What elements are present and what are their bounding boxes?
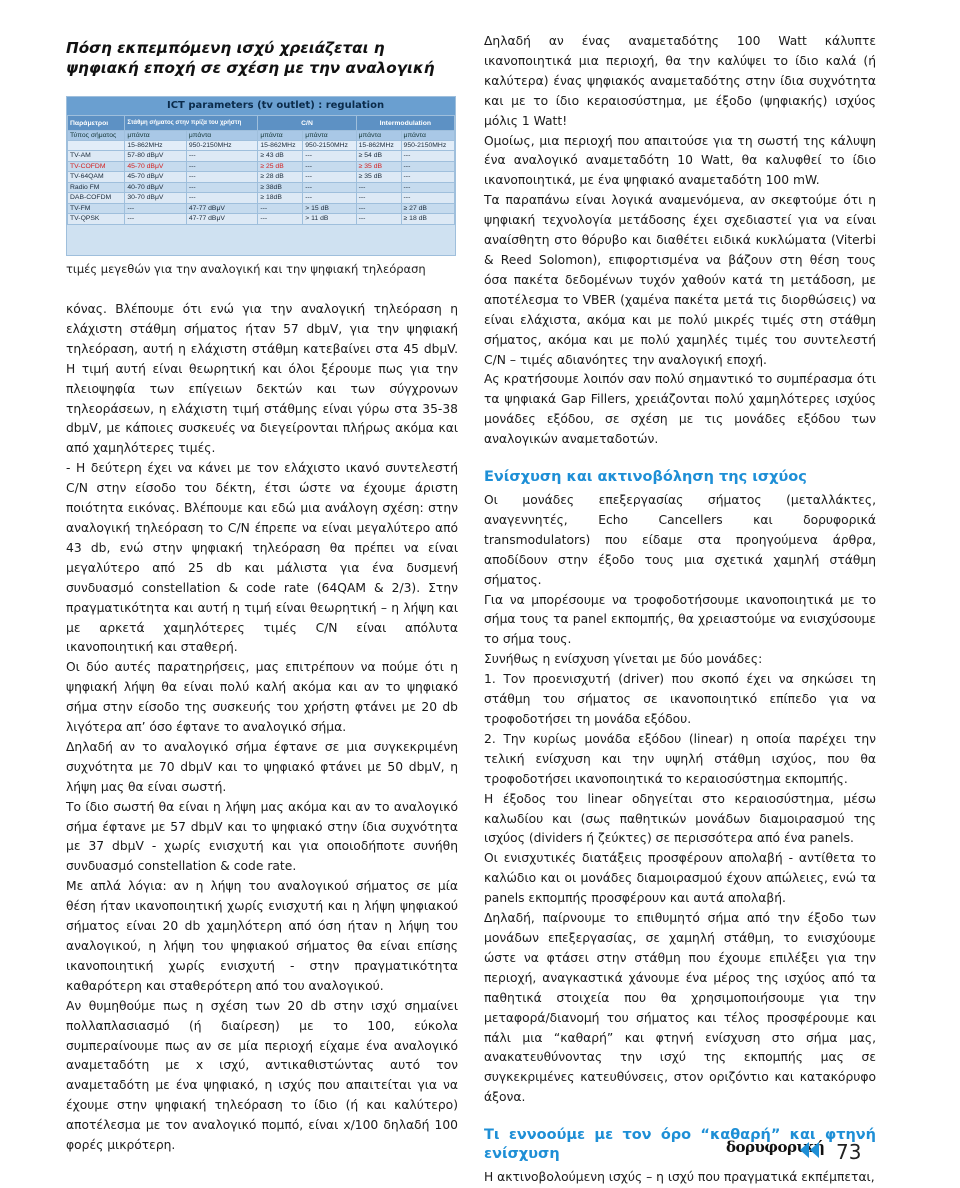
table-band-cell: 15-862MHz (125, 141, 187, 151)
paragraph: Η έξοδος του linear οδηγείται στο κεραιοσύστημα, μέσω καλωδίου και (σως παθητικών μονάδων διαμοιρασμού της ισχύος (dividers ή ζεύκτες) σε περισσότερα από ένα panels. (484, 791, 876, 846)
table-row (68, 214, 455, 225)
paragraph: - Η δεύτερη έχει να κάνει με τον ελάχιστο ικανό συντελεστή C/N στην είσοδο του δέκτη, έτσι ώστε να έχουμε άριστη ποιότητα εικόνας. Βλέπουμε και εδώ μια ανάλογη σχέση: στην αναλογική τηλεόραση το C/N έπρεπε να είναι μεγαλύτερο από 43 db, ενώ στην ψηφιακή τηλεόραση θα πρέπει να είναι μεγαλύτερο από 25 db και μάλιστα για ένα δυσμενή συνδυασμό constellation & code rate (64QAM & 2/3). Στην πραγματικότητα και αυτή η τιμή είναι θεωρητική – η λήψη και με αρκετά χαμηλότερες τιμές C/N είναι απόλυτα ικανοποιητική και σταθερή. (66, 461, 458, 655)
paragraph: Για να μπορέσουμε να τροφοδοτήσουμε ικανοποιητικά με το σήμα τους τα panel εκπομπής, θα χρειαστούμε να ενισχύσουμε το σήμα τους. (484, 592, 876, 647)
table-cell: ≥ 35 dB (356, 172, 401, 183)
table-band-cell: 950-2150MHz (186, 141, 257, 151)
table-cell: > 15 dB (303, 203, 356, 214)
table-cell: 30-70 dBμV (125, 193, 187, 204)
table-cell: --- (258, 214, 303, 225)
table-cell: ≥ 38dB (258, 182, 303, 193)
table-cell: TV-AM (68, 151, 125, 162)
table-cell: --- (401, 172, 454, 183)
paragraph: Ας κρατήσουμε λοιπόν σαν πολύ σημαντικό το συμπέρασμα ότι τα ψηφιακά Gap Fillers, χρειάζονται πολύ χαμηλότερες ισχύος μονάδες εξόδου, σε σχέση με τις μονάδες εξόδου των αναλογικών αναμεταδοτών. (484, 372, 876, 447)
table-cell: --- (356, 203, 401, 214)
ict-parameters-table-figure (66, 96, 456, 256)
table-header-cell: Intermodulation (356, 116, 454, 131)
table-band-row (68, 141, 455, 151)
table-cell: 47-77 dBμV (186, 203, 257, 214)
table-row (68, 151, 455, 162)
table-subheader-cell: μπάντα (303, 131, 356, 141)
paragraph: Οι μονάδες επεξεργασίας σήματος (μεταλλάκτες, αναγεννητές, Echo Cancellers και δορυφορικά transmodulators) που είδαμε στα προηγούμενα άρθρα, αποδίδουν στην έξοδο τους μια σχετικά χαμηλή στάθμη σήματος. (484, 493, 877, 587)
table-cell: --- (356, 182, 401, 193)
table-subheader-cell: μπάντα (401, 131, 454, 141)
table-cell: ≥ 25 dB (258, 161, 303, 172)
table-cell: ≥ 54 dB (356, 151, 401, 162)
table-band-cell (68, 141, 125, 151)
table-cell: --- (258, 203, 303, 214)
table-cell: 45-70 dBμV (125, 172, 187, 183)
section-heading: Τι εννοούμε με τον όρο “καθαρή” και φτηνή ενίσχυση (484, 1127, 876, 1163)
table-band-cell: 950-2150MHz (401, 141, 454, 151)
table-subheader-cell: μπάντα (125, 131, 187, 141)
table-cell: --- (303, 161, 356, 172)
paragraph: Η ακτινοβολούμενη ισχύς – η ισχύ που πραγματικά εκπέμπεται, (484, 1170, 875, 1185)
table-band-cell: 15-862MHz (356, 141, 401, 151)
table-cell: --- (186, 193, 257, 204)
table-subheader-cell: Τύπος σήματος (68, 131, 125, 141)
table-cell: --- (303, 182, 356, 193)
table-row (68, 203, 455, 214)
paragraph: Τα παραπάνω είναι λογικά αναμενόμενα, αν σκεφτούμε ότι η ψηφιακή τεχνολογία μετάδοσης έχει σχεδιαστεί για να είναι αναίσθητη στο θόρυβο και διαθέτει ειδικά κυκλώματα (Viterbi & Reed Solomon), επιφορτισμένα να βάζουν στη θέση τους όσα πακέτα δεδομένων τυχόν χαθούν κατά τη μετάδοση, με αποτέλεσμα το VBER (χαμένα πακέτα μετά τις διορθώσεις) να είναι ελάχιστα, ακόμα και με πολύ μικρές τιμές στη στάθμη σήματος, ακόμα και με πολύ χαμηλές τιμές του συντελεστή C/N – τιμές αδιανόητες την αναλογική εποχή. (484, 193, 876, 367)
table-header-cell: Παράμετροι (68, 116, 125, 131)
table-cell: 57-80 dBμV (125, 151, 187, 162)
table-row (68, 161, 455, 172)
figure-caption: τιμές μεγεθών για την αναλογική και την ψηφιακή τηλεόραση (66, 262, 426, 276)
table-row (68, 193, 455, 204)
paragraph: κόνας. Βλέπουμε ότι ενώ για την αναλογική τηλεόραση η ελάχιστη στάθμη σήματος ήταν 57 dbμV, για την ψηφιακή τηλεόραση, αυτή η ελάχιστη στάθμη κατεβαίνει στα 45 dbμV. Η τιμή αυτή είναι θεωρητική και όλοι ξέρουμε πως για την πλειοψηφία των επίγειων δεκτών και των σύγχρονων τηλεοράσεων, η ελάχιστη τιμή στάθμης είναι γύρω στα 35-38 dbμV, με κάποιες συσκευές να διεγείρονται πλήρως ακόμα και από χαμηλότερες τιμές. (66, 302, 458, 456)
paragraph: Δηλαδή αν ένας αναμεταδότης 100 Watt κάλυπτε ικανοποιητικά μια περιοχή, θα την καλύψει το ίδιο καλά (ή καλύτερα) ένας ψηφιακός αναμεταδότης στην ίδια συχνότητα και με το ίδιο κεραιοσύστημα, με έξοδο (ψηφιακής) ισχύος μόλις 1 Watt! (484, 34, 876, 128)
paragraph: Οι δύο αυτές παρατηρήσεις, μας επιτρέπουν να πούμε ότι η ψηφιακή λήψη θα είναι πολύ καλή ακόμα και αν το ψηφιακό σήμα στην είσοδο της συσκευής του χρήστη φτάνει με 20 db λιγότερα απ’ όσο έφτανε το αναλογικό σήμα. (66, 660, 458, 735)
table-cell: 40-70 dBμV (125, 182, 187, 193)
table-cell: ≥ 18 dB (401, 214, 454, 225)
right-column (484, 32, 876, 1188)
table-cell: --- (401, 151, 454, 162)
table-header-cell: Στάθμη σήματος στην πρίζα του χρήστη (125, 116, 258, 131)
paragraph: Δηλαδή αν το αναλογικό σήμα έφτανε σε μια συγκεκριμένη συχνότητα με 70 dbμV και το ψηφιακό φτάνει με 50 dbμV, η λήψη μας θα είναι σωστή. (66, 739, 458, 794)
table-cell: --- (356, 193, 401, 204)
paragraph: Το ίδιο σωστή θα είναι η λήψη μας ακόμα και αν το αναλογικό σήμα έφτανε με 57 dbμV και το ψηφιακό στην ίδια συχνότητα με 37 dbμV - χωρίς ενισχυτή και για οποιοδήποτε συνήθη συνδυασμό constellation & code rate. (66, 799, 458, 874)
table-subheader-cell: μπάντα (186, 131, 257, 141)
table-cell: --- (401, 161, 454, 172)
table-cell: --- (401, 193, 454, 204)
table-cell: ≥ 27 dB (401, 203, 454, 214)
table-cell: --- (125, 203, 187, 214)
table-cell: TV-COFDM (68, 161, 125, 172)
table-cell: --- (303, 193, 356, 204)
table-cell: --- (186, 182, 257, 193)
left-column (66, 300, 458, 1156)
paragraph: Δηλαδή, παίρνουμε το επιθυμητό σήμα από την έξοδο των μονάδων επεξεργασίας, σε χαμηλή στάθμη, το ενισχύουμε ώστε να φτάσει στην στάθμη που έχουμε επιλέξει για την περιοχή, αναγκαστικά χάνουμε ένα μέρος της ισχύος από τα παθητικά στοιχεία που θα χρησιμοποιήσουμε για την μεταφορά/διανομή του σήματος και τέλος προσφέρουμε και πάλι μια “καθαρή” και φτηνή ενίσχυση στο σήμα μας, ανακατευθύνοντας την ισχύ της εκπομπής μας σε συγκεκριμένες κατευθύνσεις, στον οριζόντιο και κατακόρυφο άξονα. (484, 911, 876, 1105)
page-arrow-icon (800, 1142, 820, 1162)
table-band-cell: 15-862MHz (258, 141, 303, 151)
table-cell: --- (401, 182, 454, 193)
table-cell: --- (356, 214, 401, 225)
table-cell: --- (125, 214, 187, 225)
table-subheader-cell: μπάντα (258, 131, 303, 141)
table-cell: ≥ 18dB (258, 193, 303, 204)
paragraph: Συνήθως η ενίσχυση γίνεται με δύο μονάδες: (484, 652, 763, 667)
ict-parameters-table (67, 115, 455, 225)
table-cell: DAB-COFDM (68, 193, 125, 204)
paragraph: 2. Την κυρίως μονάδα εξόδου (linear) η οποία παρέχει την τελική ενίσχυση και την υψηλή στάθμη ισχύος, που θα τροφοδοτήσει ικανοποιητικά το κεραιοσύστημα εκπομπής. (484, 731, 876, 786)
table-header-cell: C/N (258, 116, 356, 131)
table-header-row (68, 116, 455, 131)
paragraph: Αν θυμηθούμε πως η σχέση των 20 db στην ισχύ σημαίνει πολλαπλασιασμό (ή διαίρεση) με το 100, εύκολα συμπεραίνουμε πως αν σε μία περιοχή είχαμε ένα αναλογικό αναμεταδότη με x ισχύ, αντικαθιστώντας αυτό τον αναμεταδότη με ένα ψηφιακό, η ισχύς που απαιτείται για να έχουμε στην ψηφιακή τηλεόραση το ίδιο (ή και καλύτερο) αποτέλεσμα με τον αναλογικό πομπό, είναι x/100 δηλαδή 100 φορές μικρότερη. (66, 998, 458, 1153)
table-row (68, 172, 455, 183)
table-cell: 47-77 dBμV (186, 214, 257, 225)
table-cell: ≥ 43 dB (258, 151, 303, 162)
table-subheader-cell: μπάντα (356, 131, 401, 141)
table-cell: --- (303, 151, 356, 162)
table-cell: ≥ 28 dB (258, 172, 303, 183)
table-cell: TV-QPSK (68, 214, 125, 225)
paragraph: Ομοίως, μια περιοχή που απαιτούσε για τη σωστή της κάλυψη ένα αναλογικό αναμεταδότη 10 Watt, θα καλυφθεί το ίδιο ικανοποιητικά, με ένα ψηφιακό αναμεταδότη 100 mW. (484, 133, 876, 188)
table-cell: TV-FM (68, 203, 125, 214)
table-cell: Radio FM (68, 182, 125, 193)
section-heading: Ενίσχυση και ακτινοβόληση της ισχύος (484, 469, 807, 486)
table-subheader-row (68, 131, 455, 141)
page-number: 73 (836, 1140, 862, 1164)
table-band-cell: 950-2150MHz (303, 141, 356, 151)
table-cell: --- (303, 172, 356, 183)
article-title: Πόση εκπεμπόμενη ισχύ χρειάζεται η ψηφιακή εποχή σε σχέση με την αναλογική (66, 39, 435, 77)
paragraph: 1. Τον προενισχυτή (driver) που σκοπό έχει να σηκώσει τη στάθμη του σήματος σε ικανοποιητικό επίπεδο για να τροφοδοτήσει τη μονάδα εξόδου. (484, 672, 876, 726)
table-title: ICT parameters (tv outlet) : regulation (67, 97, 455, 115)
paragraph: Οι ενισχυτικές διατάξεις προσφέρουν απολαβή - αντίθετα το καλώδιο και οι μονάδες διαμοιρασμού έχουν απώλειες, ενώ τα panels εκπομπής προσφέρουν και αυτά απολαβή. (484, 851, 876, 906)
table-cell: --- (186, 151, 257, 162)
table-cell: --- (186, 161, 257, 172)
table-cell: TV-64QAM (68, 172, 125, 183)
magazine-logo: δορυφορική (726, 1138, 825, 1156)
table-cell: ≥ 35 dB (356, 161, 401, 172)
paragraph: Με απλά λόγια: αν η λήψη του αναλογικού σήματος σε μία θέση ήταν ικανοποιητική χωρίς ενισχυτή και η λήψη ψηφιακού σήματος είναι 20 db χαμηλότερη από όση ήταν η λήψη του αναλογικού, η λήψη του ψηφιακού σήματος θα είναι επίσης ικανοποιητική χωρίς ενισχυτή - στην πραγματικότητα καθαρότερη και σταθερότερη από του αναλογικού. (66, 879, 458, 993)
table-cell: > 11 dB (303, 214, 356, 225)
table-row (68, 182, 455, 193)
table-cell: 45-70 dBμV (125, 161, 187, 172)
table-cell: --- (186, 172, 257, 183)
